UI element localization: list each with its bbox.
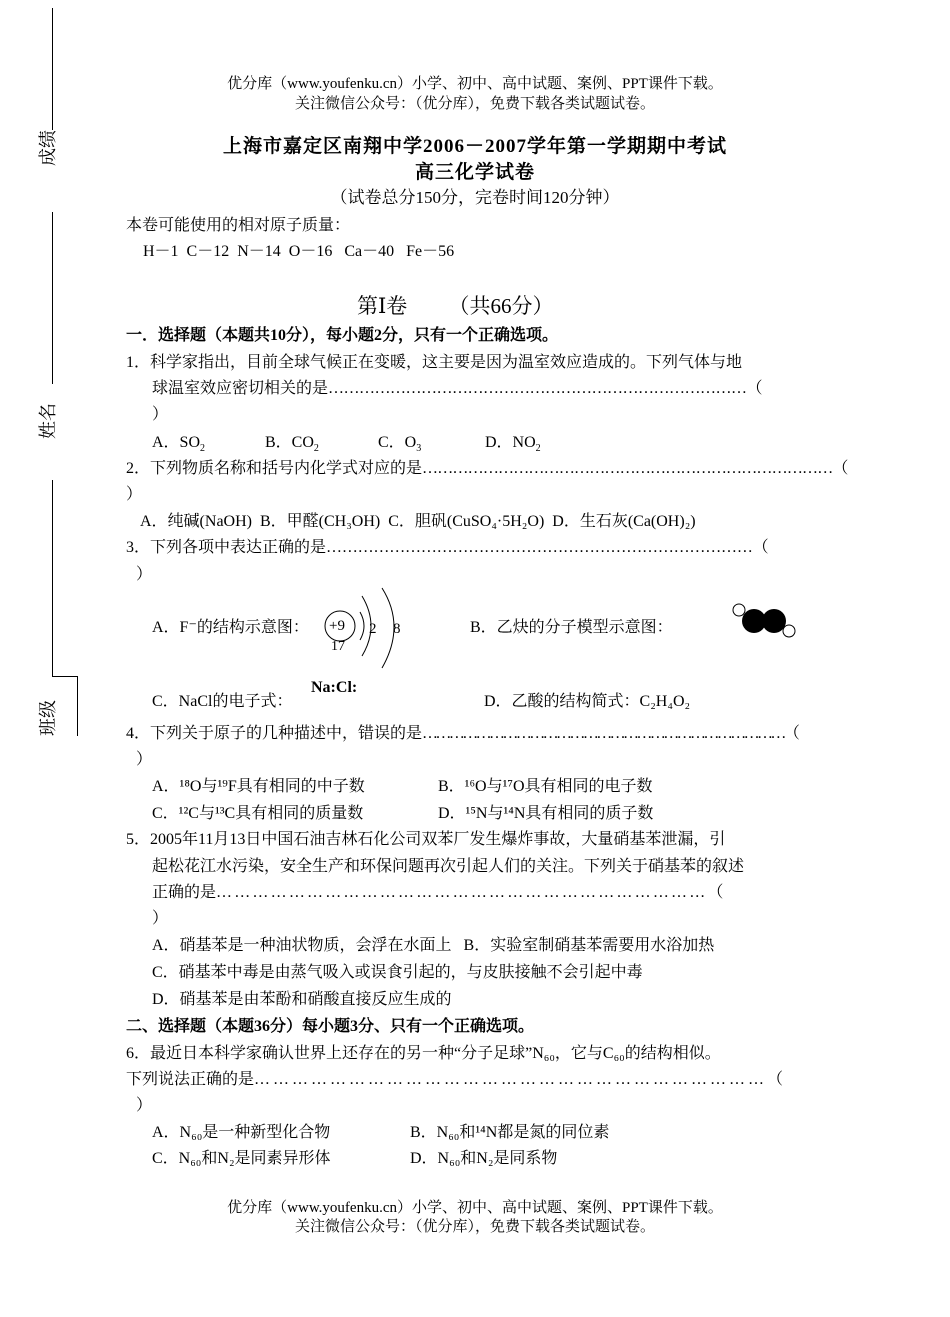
- footer-line-1: 优分库（www.youfenku.cn）小学、初中、高中试题、案例、PPT课件下载。: [227, 1200, 723, 1216]
- q1-option-b: B．$CO_2$: [265, 434, 319, 455]
- q1-option-d: D．$NO_2$: [485, 434, 541, 455]
- q4-option-d: D．¹⁵N与¹⁴N具有相同的质子数: [438, 805, 654, 822]
- q2-line-1: [126, 455, 848, 478]
- q1-paren: ）: [152, 406, 169, 423]
- atomic-mass-values: H－1 C－12 N－14 O－16 Ca－40 Fe－56: [143, 243, 455, 260]
- f-diagram-stray-number: 17: [331, 639, 345, 654]
- f-shell-1-electrons: 2: [369, 621, 377, 637]
- q3-option-d: D．乙酸的结构简式：C₂H₄O₂: [484, 693, 691, 710]
- q4-paren: ）: [136, 751, 153, 768]
- q3-dots: ………………………………………………………………………（: [326, 539, 769, 556]
- q2-paren: ）: [126, 486, 143, 503]
- atomic-mass-intro: 本卷可能使用的相对原子质量：: [126, 217, 351, 234]
- side-line-class: [77, 676, 78, 736]
- q6-line-1: 6．最近日本科学家确认世界上还存在的另一种“分子足球”N₆₀，它与C₆₀的结构相似。: [126, 1045, 721, 1062]
- q3-option-a: A．F⁻的结构示意图：: [152, 619, 309, 636]
- q3-paren: ）: [136, 566, 153, 583]
- part1-title: 第Ⅰ卷: [357, 294, 408, 318]
- q5-option-ab: A．硝基苯是一种油状物质，会浮在水面上 B．实验室制硝基苯需要用水浴加热: [152, 937, 715, 954]
- q4-option-a: A．¹⁸O与¹⁹F具有相同的中子数: [152, 778, 365, 795]
- q2-dots: ………………………………………………………………………（: [422, 460, 848, 477]
- shell-arc-3: [360, 612, 364, 640]
- q6-stem: 下列说法正确的是: [126, 1071, 255, 1088]
- q6-dots: ………………………………………………………………………（: [254, 1071, 787, 1088]
- q6-option-b: B．N₆₀和¹⁴N都是氮的同位素: [410, 1124, 610, 1141]
- f-shell-2-electrons: 8: [393, 621, 401, 637]
- q3-option-c: C．NaCl的电子式：: [152, 693, 293, 710]
- part1-score: （共66分）: [448, 294, 554, 318]
- part1-heading: [357, 290, 554, 320]
- q5-line-3: [152, 879, 726, 902]
- hydrogen-atom-left: [733, 604, 745, 616]
- side-label-score: 成绩: [38, 130, 58, 166]
- acetylene-model-diagram: [730, 602, 800, 642]
- q5-dots: ………………………………………………………………………（: [216, 884, 726, 901]
- f-nucleus-charge: +9: [329, 618, 345, 634]
- q5-line-1: 5．2005年11月13日中国石油吉林石化公司双苯厂发生爆炸事故，大量硝基苯泄漏，引: [126, 831, 726, 848]
- q4-dots: ………………………………………………………………………（: [422, 725, 798, 742]
- side-line-lower: [52, 480, 53, 676]
- hydrogen-atom-right: [783, 625, 795, 637]
- q6-option-a: A．N₆₀是一种新型化合物: [152, 1124, 331, 1141]
- q1-line-1: 1．科学家指出，目前全球气候正在变暖，这主要是因为温室效应造成的。下列气体与地: [126, 354, 743, 371]
- q4-stem: 4．下列关于原子的几种描述中，错误的是: [126, 725, 423, 742]
- side-line-middle: [52, 212, 53, 384]
- q1-option-c: C．$O_3$: [378, 434, 422, 455]
- q4-option-c: C．¹²C与¹³C具有相同的质量数: [152, 805, 364, 822]
- q3-option-b: B．乙炔的分子模型示意图：: [470, 619, 673, 636]
- header-line-1: 优分库（www.youfenku.cn）小学、初中、高中试题、案例、PPT课件下载。: [227, 76, 723, 92]
- nacl-electron-formula: Na:Cl:: [311, 679, 358, 696]
- q3-stem: 3．下列各项中表达正确的是: [126, 539, 327, 556]
- section-2-heading: 二、选择题（本题36分）每小题3分、只有一个正确选项。: [126, 1018, 535, 1035]
- q6-line-2: [126, 1066, 786, 1089]
- header-line-2: 关注微信公众号：（优分库），免费下载各类试题试卷。: [294, 96, 655, 112]
- q2-options: A．纯碱(NaOH) B．甲醛(CH₃OH) C．胆矾(CuSO₄·5H₂O) D．生石灰(Ca(OH)₂): [140, 513, 696, 530]
- carbon-atom-right: [762, 609, 786, 633]
- q6-option-c: C．N₆₀和N₂是同素异形体: [152, 1150, 331, 1167]
- q1-stem: 球温室效应密切相关的是: [152, 380, 329, 397]
- q1-line-2: [152, 375, 762, 398]
- q1-option-a: A．$SO_2$: [152, 434, 206, 455]
- side-label-class: 班级: [38, 700, 58, 736]
- q4-option-b: B．¹⁶O与¹⁷O具有相同的电子数: [438, 778, 653, 795]
- q1-dots: ………………………………………………………………………（: [328, 380, 763, 397]
- q2-stem: 2．下列物质名称和括号内化学式对应的是: [126, 460, 423, 477]
- q5-option-d: D．硝基苯是由苯酚和硝酸直接反应生成的: [152, 991, 452, 1008]
- side-label-name: 姓名: [38, 403, 58, 439]
- exam-subtitle: 高三化学试卷: [414, 162, 535, 183]
- footer-line-2: 关注微信公众号：（优分库），免费下载各类试题试卷。: [294, 1219, 655, 1235]
- exam-title: 上海市嘉定区南翔中学2006－2007学年第一学期期中考试: [222, 136, 727, 157]
- q5-stem: 正确的是: [152, 884, 217, 901]
- q3-line-1: [126, 534, 768, 557]
- q5-option-c: C．硝基苯中毒是由蒸气吸入或误食引起的，与皮肤接触不会引起中毒: [152, 964, 643, 981]
- q5-line-2: 起松花江水污染，安全生产和环保问题再次引起人们的关注。下列关于硝基苯的叙述: [152, 858, 745, 875]
- side-underline-class: [52, 676, 77, 677]
- q6-option-d: D．N₆₀和N₂是同系物: [410, 1150, 558, 1167]
- exam-note: （试卷总分150分，完卷时间120分钟）: [330, 188, 620, 207]
- q4-line-1: [126, 720, 797, 743]
- q5-paren: ）: [152, 910, 169, 927]
- q6-paren: ）: [136, 1097, 153, 1114]
- section-1-heading: 一．选择题（本题共10分），每小题2分，只有一个正确选项。: [126, 327, 559, 344]
